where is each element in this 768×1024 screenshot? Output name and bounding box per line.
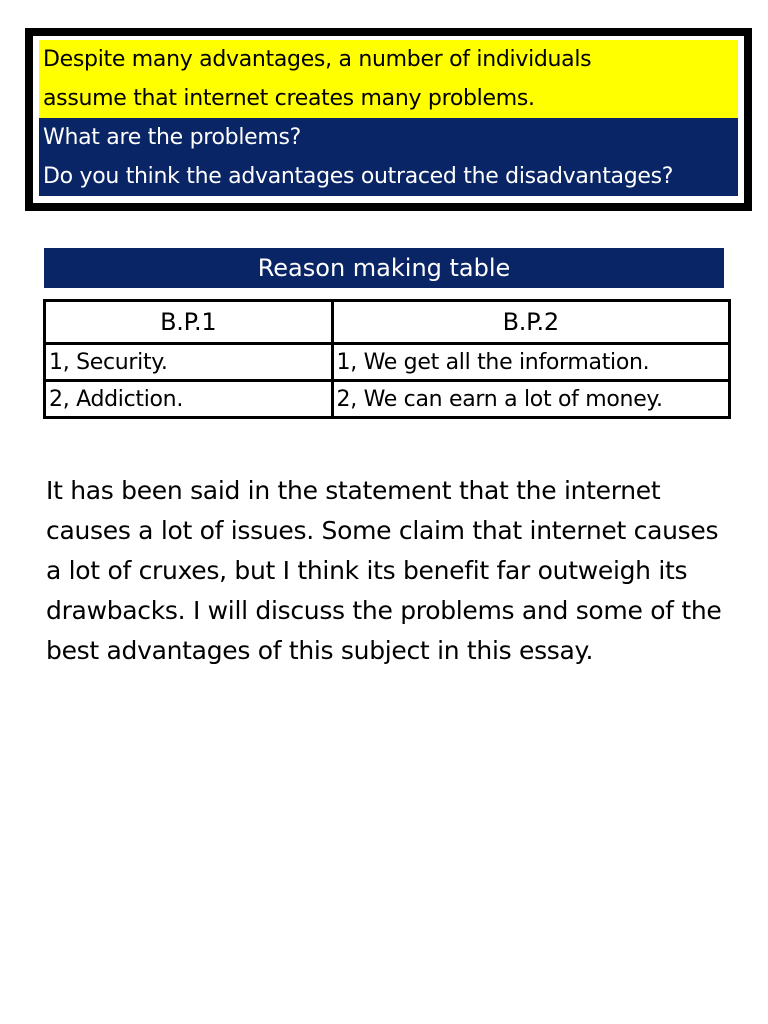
table-cell: 2, We can earn a lot of money. bbox=[332, 381, 730, 418]
prompt-line: assume that internet creates many problems. bbox=[43, 86, 535, 111]
table-row bbox=[45, 381, 730, 418]
prompt-question: What are the problems? bbox=[43, 125, 302, 150]
reason-table bbox=[43, 299, 731, 419]
table-title: Reason making table bbox=[44, 248, 724, 288]
table-header-row bbox=[45, 301, 730, 344]
prompt-line: Despite many advantages, a number of individuals bbox=[43, 47, 592, 72]
table-cell: 1, Security. bbox=[45, 344, 333, 381]
column-header: B.P.1 bbox=[45, 301, 333, 344]
essay-prompt-box bbox=[25, 28, 752, 211]
prompt-questions bbox=[39, 118, 738, 196]
table-row bbox=[45, 344, 730, 381]
prompt-highlight bbox=[39, 40, 738, 118]
prompt-question: Do you think the advantages outraced the disadvantages? bbox=[43, 164, 674, 189]
table-cell: 2, Addiction. bbox=[45, 381, 333, 418]
table-cell: 1, We get all the information. bbox=[332, 344, 730, 381]
column-header: B.P.2 bbox=[332, 301, 730, 344]
essay-paragraph: It has been said in the statement that the internet causes a lot of issues. Some claim that internet causes a lot of cruxes, but I think its benefit far outweigh its drawbacks. I will discuss the problems and some of the best advantages of this subject in this essay. bbox=[46, 476, 722, 665]
